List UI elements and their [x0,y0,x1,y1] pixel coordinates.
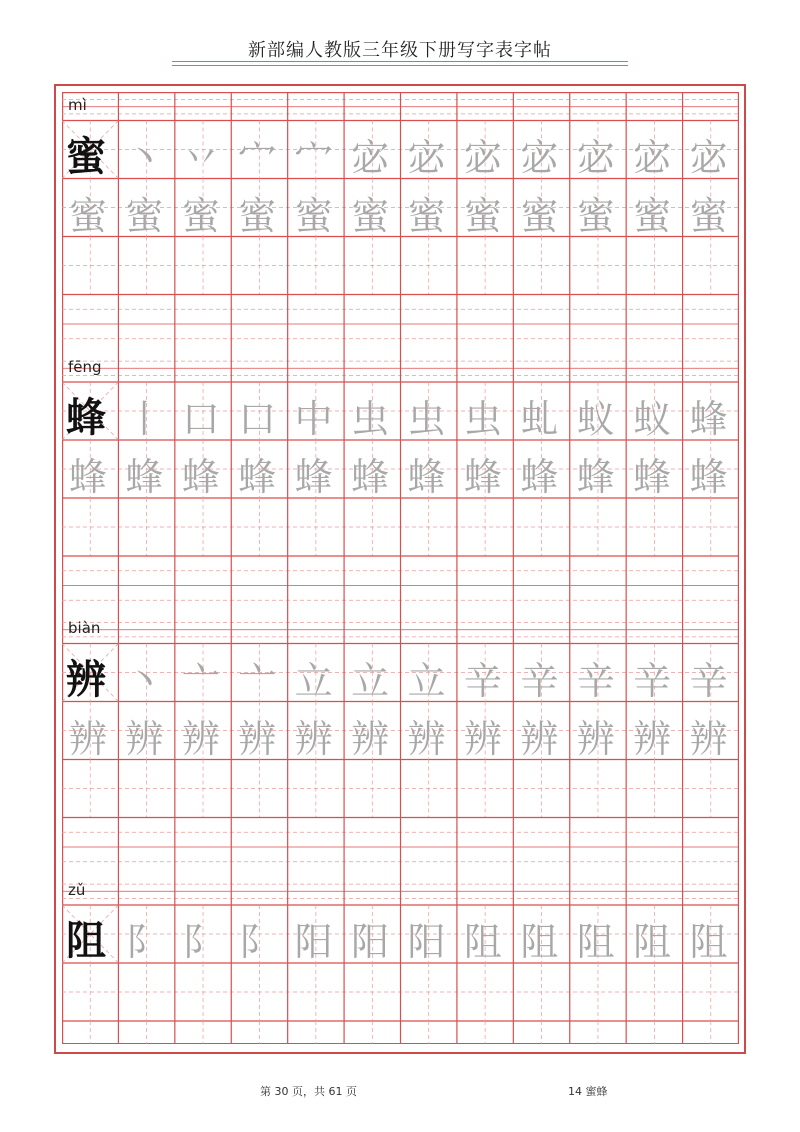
stroke-order-step: 虬 [520,397,559,441]
stroke-order-step: 阝 [125,920,164,964]
stroke-order-step: 口 [238,397,277,441]
tracing-character: 蜂 [181,455,220,499]
page-number: 第 30 页，共 61 页 [260,1085,357,1098]
stroke-order-step: 立 [351,658,390,703]
model-character: 阻 [66,917,106,964]
tracing-character: 蜜 [407,193,446,238]
stroke-order-step: 阝 [238,920,277,964]
stroke-order-step: 阝 [181,920,220,964]
tracing-character: 蜜 [689,193,728,238]
title-underline-top [172,61,628,62]
stroke-order-step: 蜂 [689,397,728,441]
stroke-order-step: 宓 [407,135,446,180]
tracing-character: 蜂 [69,455,108,499]
stroke-order-step: 阻 [689,920,728,964]
stroke-order-step: 阻 [463,920,502,964]
stroke-order-step: 虫 [463,397,502,441]
tracing-character: 蜜 [181,193,220,238]
stroke-order-step: 丶 [125,135,164,180]
tracing-character: 蜜 [294,193,333,238]
stroke-order-step: 蚁 [576,397,615,441]
tracing-character: 辨 [407,716,446,761]
stroke-order-step: 辛 [463,658,502,703]
tracing-character: 蜂 [294,455,333,499]
stroke-order-step: 阳 [407,920,446,964]
title-underline-bottom [172,65,628,66]
stroke-order-step: 丨 [125,397,164,441]
stroke-order-step: 亠 [238,658,277,703]
pinyin-label: mì [68,96,87,114]
stroke-order-step: 丶 [125,658,164,703]
tracing-character: 蜜 [351,193,390,238]
tracing-character: 蜜 [238,193,277,238]
stroke-order-step: 阳 [294,920,333,964]
tracing-character: 蜜 [520,193,559,238]
stroke-order-step: 辛 [689,658,728,703]
stroke-order-step: 辛 [520,658,559,703]
tracing-character: 辨 [125,716,164,761]
stroke-order-step: 丷 [181,135,220,180]
tracing-character: 蜂 [351,455,390,499]
model-character: 蜜 [66,132,106,180]
stroke-order-step: 阻 [576,920,615,964]
tracing-character: 辨 [181,716,220,761]
tracing-character: 辨 [463,716,502,761]
tracing-character: 辨 [238,716,277,761]
tracing-character: 蜂 [238,455,277,499]
stroke-order-step: 宓 [576,135,615,180]
stroke-order-step: 中 [294,397,333,441]
tracing-character: 辨 [633,716,672,761]
pinyin-label: biàn [68,619,101,637]
stroke-order-step: 宀 [294,135,333,180]
stroke-order-step: 阻 [633,920,672,964]
stroke-order-step: 辛 [633,658,672,703]
stroke-order-step: 宓 [633,135,672,180]
stroke-order-step: 宀 [238,135,277,180]
stroke-order-step: 阳 [351,920,390,964]
tracing-character: 蜜 [463,193,502,238]
tracing-character: 蜂 [463,455,502,499]
stroke-order-step: 立 [294,658,333,703]
stroke-order-step: 宓 [689,135,728,180]
tracing-character: 蜜 [633,193,672,238]
tracing-character: 蜜 [576,193,615,238]
stroke-order-step: 虫 [407,397,446,441]
stroke-order-step: 立 [407,658,446,703]
model-character: 辨 [66,655,106,703]
tracing-character: 蜂 [125,455,164,499]
tracing-character: 蜜 [69,193,108,238]
pinyin-label: fēng [68,357,102,376]
stroke-order-step: 虫 [351,397,390,441]
tracing-character: 蜂 [576,455,615,499]
page-title: 新部编人教版三年级下册写字表字帖 [248,40,552,61]
tracing-character: 蜂 [407,455,446,499]
tracing-character: 辨 [294,716,333,761]
footer-lesson-label: 14 蜜蜂 [568,1085,608,1098]
tracing-character: 蜂 [633,455,672,499]
stroke-order-step: 宓 [463,135,502,180]
stroke-order-step: 蚁 [633,397,672,441]
stroke-order-step: 宓 [520,135,559,180]
tracing-character: 辨 [689,716,728,761]
stroke-order-step: 亠 [181,658,220,703]
tracing-character: 蜂 [689,455,728,499]
pinyin-label: zǔ [68,880,86,899]
stroke-order-step: 阻 [520,920,559,964]
tracing-character: 辨 [576,716,615,761]
tracing-character: 辨 [520,716,559,761]
tracing-character: 辨 [351,716,390,761]
tracing-character: 蜜 [125,193,164,238]
stroke-order-step: 宓 [351,135,390,180]
tracing-character: 辨 [69,716,108,761]
stroke-order-step: 口 [181,397,220,441]
stroke-order-step: 辛 [576,658,615,703]
tracing-character: 蜂 [520,455,559,499]
model-character: 蜂 [66,394,106,441]
